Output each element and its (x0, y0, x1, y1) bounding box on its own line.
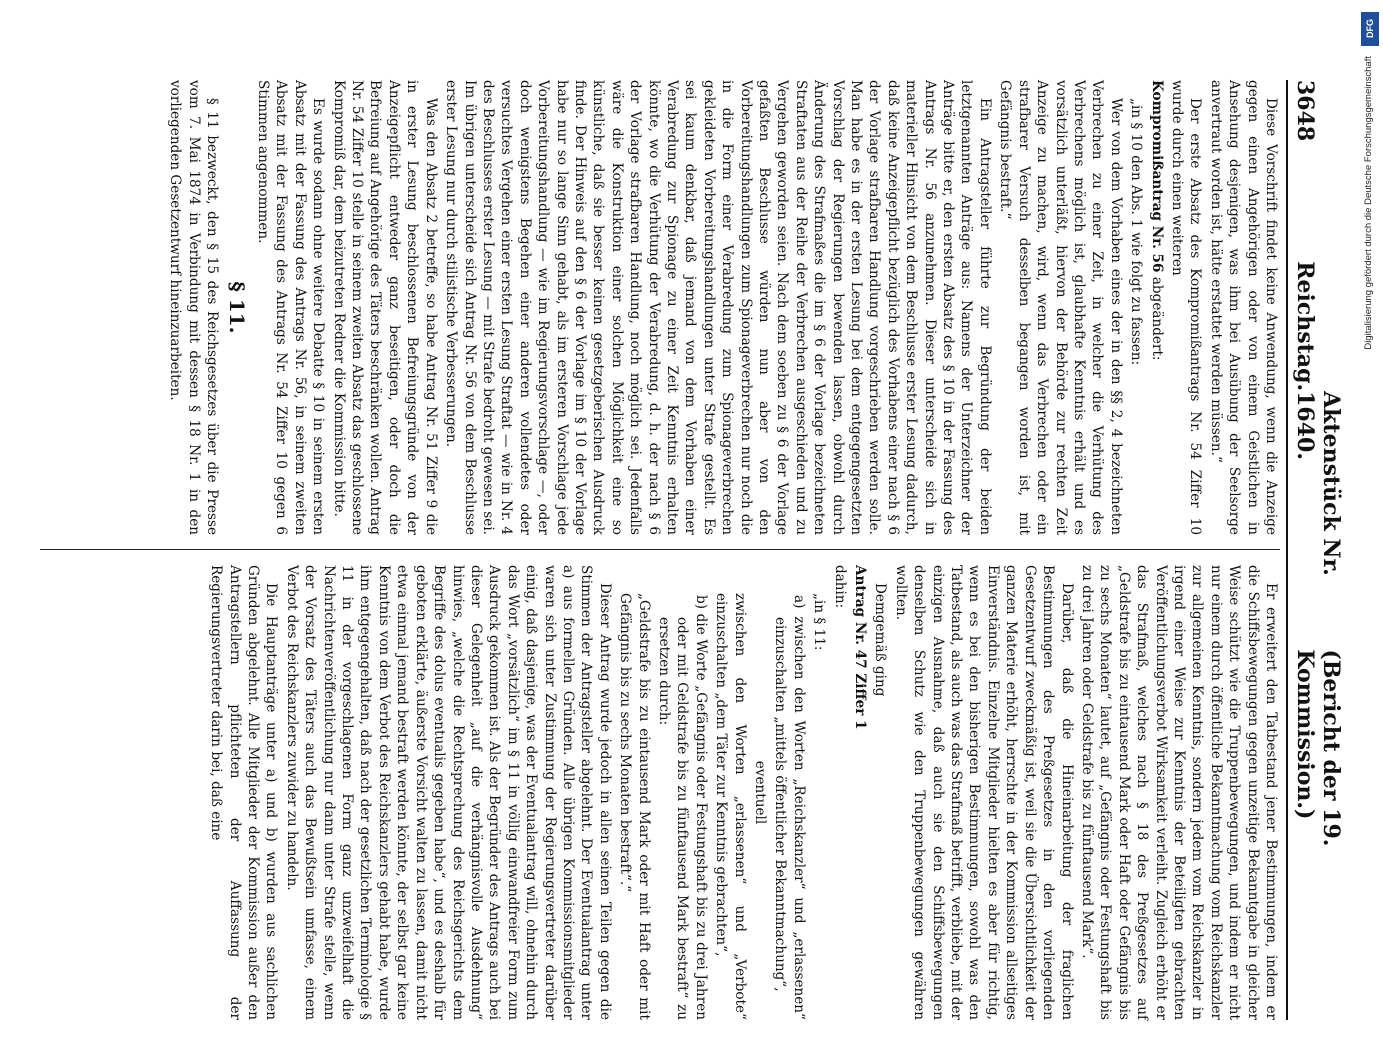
digitization-credit: Digitalisierung gefördert durch die Deutsche Forschungsgemeinschaft (1363, 56, 1374, 350)
header-report: (Bericht der 19. Kommission.) (1292, 649, 1344, 847)
paragraph: § 11 bezweckt, den § 15 des Reichsgesetzes über die Presse vom 7. Mai 1874 in Verbindung mit dessen § 18 Nr. 1 in den vorliegenden Gesetzentwurf hineinzuarbeiten. (167, 80, 221, 535)
left-column (164, 80, 1280, 535)
quote: „in § 10 den Abs. 1 wie folgt zu fassen: (1128, 98, 1145, 366)
motion-title: Antrag Nr. 47 Ziffer 1 (852, 565, 869, 730)
quote: b) die Worte „Gefängnis oder Festungshaft bis zu drei Jahren oder mit Geldstrafe bis zu fünftausend Mark bestraft“ zu ersetzen durch: (656, 595, 709, 1020)
paragraph-text: abgeändert: (1148, 276, 1165, 361)
page-header (1286, 80, 1344, 1020)
paragraph: Er erweitert den Tatbestand jener Bestimmungen, indem er die Schiffsbewegungen gegen unzeitige Bekanntgabe in gleicher Weise schützt wie die Truppenbewegungen, und indem er nicht nur einem durch öffentliche Bekanntmachung vom Reichskanzler zur allgemeinen Kenntnis, sondern jedem vom Reichskanzler in irgend einer Weise zur Kenntnis der Beteiligten gebrachten Veröffentlichungsverbot Wirksamkeit verleiht. Zugleich erhöht er das Strafmaß, welches nach § 18 des Preßgesetzes auf „Geldstrafe bis zu eintausend Mark oder Haft oder Gefängnis bis zu sechs Monaten“ lautet, auf „Gefängnis oder Festungshaft bis zu drei Jahren oder Geldstrafe bis zu fünftausend Mark“. (1078, 565, 1279, 1020)
header-institution: Reichstag. (1292, 261, 1318, 392)
paragraph: Demgemäß ging (872, 583, 889, 697)
paragraph: Darüber, daß die Hineinarbeitung der fraglichen Bestimmungen des Preßgesetzes in den vorliegenden Gesetzentwurf zweckmäßig ist, weil sie die Übersichtlichkeit der ganzen Materie erhöht, herrschte in der Kommission allseitiges Einverständnis. Einzelne Mitglieder hielten es aber für richtig, wenn es bei den bisherigen Bestimmungen, sowohl was den Tatbestand, als auch was das Strafmaß betrifft, verbliebe, mit der einzigen Ausnahme, daß auch sie den Schiffsbewegungen denselben Schutz wie den Truppenbewegungen gewähren wollten. (892, 565, 1075, 1020)
quote: „in § 11: (811, 593, 828, 651)
dfg-logo: DFG (1361, 12, 1379, 46)
paragraph: Es wurde sodann ohne weitere Debatte § 10 in seinem ersten Absatz mit der Fassung des Antrags Nr. 56, in seinem zweiten Absatz mit der Fassung des Antrags Nr. 54 Ziffer 10 gegen 6 Stimmen angenommen. (255, 80, 327, 535)
rotated-page-content (30, 50, 1344, 1050)
paragraph: Die Hauptanträge unter a) und b) wurden aus sachlichen Gründen abgelehnt. Alle Mitglieder der Kommission außer den Antragstellern pflichteten der Auffassung der Regierungsvertreter darin bei, daß eine (208, 565, 280, 1020)
paragraph (1147, 80, 1165, 535)
paragraph: Was den Absatz 2 betreffe, so habe Antrag Nr. 51 Ziffer 9 die in erster Lesung beschlossenen Befreiungsgründe von der Anzeigepflicht entweder ganz beseitigen, oder doch die Befreiung auf Angehörige des Täters beschränken wollen. Antrag Nr. 54 Ziffer 10 stelle in seinem zweiten Absatz das geschlossene Kompromiß dar, dem beizutreten Redner die Kommission bitte. (330, 80, 439, 535)
page-number: 3648 (1292, 80, 1318, 142)
paragraph: Diese Vorschrift findet keine Anwendung, wenn die Anzeige gegen einen Angehörigen oder von einem Geistlichen in Ansehung desjenigen, was ihm bei Ausübung der Seelsorge anvertraut worden ist, hätte erstattet werden müssen.“ (1207, 80, 1279, 535)
motion-title: Kompromißantrag Nr. 56 (1148, 80, 1165, 273)
paragraph: eventuell (752, 760, 769, 825)
quote: zwischen den Worten „erlassenen“ und „Verbote“ einzuschalten „dem Täter zur Kenntnis gebrachten“, (713, 593, 748, 1020)
quote: „Geldstrafe bis zu eintausend Mark oder mit Haft oder mit Gefängnis bis zu sechs Monaten bestraft“.“ (617, 593, 652, 1020)
header-document: Aktenstück Nr. 1640. (1292, 391, 1344, 576)
quote: a) zwischen den Worten „Reichskanzler“ und „erlassenen“ einzuschalten „mittels öffentlicher Bekanntmachung“, (772, 595, 807, 1020)
paragraph: Der erste Absatz des Kompromißantrags Nr. 54 Ziffer 10 wurde durch einen weiteren (1168, 80, 1204, 535)
right-column (205, 565, 1280, 1020)
quote: Wer von dem Vorhaben eines der in den §§ 2, 4 bezeichneten Verbrechen zu einer Zeit, in welcher die Verhütung des Verbrechens möglich ist, glaubhafte Kenntnis erhält und es vorsätzlich unterläßt, hiervon der Behörde zur rechten Zeit Anzeige zu machen, wird, wenn das Verbrechen oder ein strafbarer Versuch desselben begangen worden ist, mit Gefängnis bestraft.“ (997, 80, 1124, 535)
paragraph: Dieser Antrag wurde jedoch in allen seinen Teilen gegen die Stimmen der Antragsteller abgelehnt. Der Eventualantrag unter a) aus formellen Gründen. Alle übrigen Kommissionsmitglieder waren sich unter Zustimmung der Regierungsvertreter darüber einig, daß dasjenige, was der Eventualantrag will, ohnehin durch das Wort „vorsätzlich“ im § 11 in völlig einwandfreier Form zum Ausdruck gekommen ist. Als der Begründer des Antrags auch bei dieser Gelegenheit „auf die verhängnisvolle Ausdehnung“ hinwies, „welche die Rechtsprechung des Reichsgerichts dem Begriffe des dolus eventualis gegeben habe“, und es deshalb für geboten erklärte, äußerste Vorsicht walten zu lassen, damit nicht etwa einmal jemand bestraft werden könnte, der selbst gar keine Kenntnis von dem Verbot des Reichskanzlers gehabt habe, wurde ihm entgegengehalten, daß nach der gesetzlichen Terminologie § 11 in der vorgeschlagenen Form ganz unzweifelhaft die Nachrichtenveröffentlichung nur dann unter Strafe stelle, wenn der Vorsatz des Täters auch das Bewußtsein umfasse, einem Verbot des Reichskanzlers zuwider zu handeln. (283, 565, 613, 1020)
digitization-note (1361, 12, 1379, 812)
paragraph: dahin: (831, 565, 848, 609)
section-heading: § 11. (224, 281, 249, 334)
paragraph: Ein Antragsteller führte zur Begründung der beiden letztgenannten Anträge aus: Namens der Unterzeichner der Anträge bitte er, den ersten Absatz des § 10 in der Fassung des Antrags Nr. 56 anzunehmen. Dieser unterscheide sich in materieller Hinsicht von dem Beschlusse erster Lesung dadurch, daß keine Anzeigepflicht bezüglich des Vorhabens einer nach § 6 der Vorlage strafbaren Handlung vorgeschrieben werden solle. Man habe es in der ersten Lesung bei dem entgegengesetzten Vorschlag der Regierungen bewenden lassen, obwohl durch Änderung des Strafmaßes die im § 6 der Vorlage bezeichneten Straftaten aus der Reihe der Verbrechen ausgeschieden und zu Vergehen geworden seien. Nach dem soeben zu § 6 der Vorlage gefaßten Beschlusse würden nun aber von den Vorbereitungshandlungen zum Spionageverbrechen nur noch die in die Form einer Verabredung zum Spionageverbrechen gekleideten Vorbereitungshandlungen unter Strafe gestellt. Es sei kaum denkbar, daß jemand von dem Vorhaben einer Verabredung zur Spionage zu einer Zeit Kenntnis erhalten könnte, wo die Verhütung der Verabredung, d. h. der nach § 6 der Vorlage strafbaren Handlung, noch möglich sei. Jedenfalls wäre die Konstruktion einer solchen Möglichkeit eine so künstliche, daß sie besser keinen gesetzgeberischen Ausdruck finde. Der Hinweis auf den § 6 der Vorlage im § 10 der Vorlage habe nur so lange Sinn gehabt, als im ersteren Vorschlage jede Vorbereitungshandlung — wie im Regierungsvorschlage —, oder doch wenigstens Begehen einer anderen vollendetes oder versuchtes Vergehen einer ersten Lesung Straftat — wie in Nr. 4 des Beschlusses erster Lesung — mit Strafe bedroht gewesen sei. Im übrigen unterscheide sich Antrag Nr. 56 von dem Beschlusse erster Lesung nur durch stilistische Verbesserungen. (443, 80, 993, 535)
column-divider (40, 549, 1280, 550)
